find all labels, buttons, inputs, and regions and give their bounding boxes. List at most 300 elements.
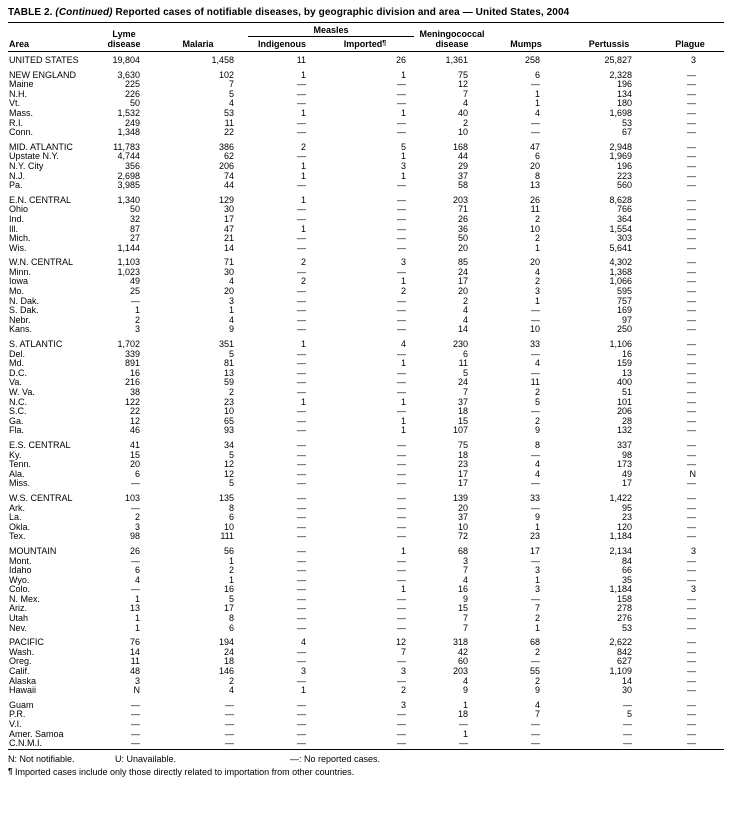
value-cell: —	[297, 181, 306, 191]
value-cell: —	[297, 676, 306, 686]
value-cell: —	[297, 699, 306, 710]
value-cell: 23	[223, 397, 234, 407]
value-cell: 18	[457, 710, 468, 720]
value-cell: —	[297, 439, 306, 450]
value-cell: —	[297, 152, 306, 162]
area-cell: Ga.	[9, 416, 24, 426]
value-cell: —	[297, 214, 306, 224]
value-cell: —	[131, 556, 140, 566]
value-cell: —	[687, 161, 696, 171]
value-cell: 26	[395, 55, 406, 65]
table-row	[8, 138, 724, 153]
value-cell: —	[297, 545, 306, 556]
table-row	[8, 119, 724, 129]
value-cell: 9	[534, 686, 540, 696]
value-cell: 4	[462, 315, 468, 325]
area-cell: Minn.	[9, 267, 32, 277]
table-row	[8, 557, 724, 567]
value-cell: —	[397, 450, 406, 460]
table-row	[8, 277, 724, 287]
value-cell: —	[297, 450, 306, 460]
value-cell: 30	[223, 205, 234, 215]
value-cell: 22	[129, 407, 140, 417]
value-cell: 10	[457, 128, 468, 138]
area-cell: PACIFIC	[9, 637, 44, 648]
value-cell: 129	[218, 194, 234, 205]
area-cell: La.	[9, 513, 22, 523]
table-row	[8, 335, 724, 350]
value-cell: 250	[616, 325, 632, 335]
table-row	[8, 513, 724, 523]
value-cell: —	[297, 657, 306, 667]
value-cell: 2	[534, 277, 540, 287]
area-cell: Calif.	[9, 667, 30, 677]
value-cell: 4,302	[609, 257, 632, 268]
table-row	[8, 152, 724, 162]
area-cell: MID. ATLANTIC	[9, 141, 73, 152]
value-cell: 1,348	[117, 128, 140, 138]
value-cell: 1,184	[609, 585, 632, 595]
area-cell: Nev.	[9, 623, 27, 633]
value-cell: —	[687, 522, 696, 532]
value-cell: 9	[534, 513, 540, 523]
table-row	[8, 268, 724, 278]
value-cell: —	[397, 739, 406, 749]
value-cell: 1,969	[609, 152, 632, 162]
value-cell: 842	[616, 647, 632, 657]
value-cell: —	[297, 479, 306, 489]
value-cell: —	[531, 479, 540, 489]
value-cell: 7	[462, 388, 468, 397]
value-cell: —	[687, 315, 696, 325]
value-cell: —	[297, 492, 306, 503]
area-cell: Wash.	[9, 647, 35, 657]
value-cell: 203	[452, 667, 468, 677]
area-cell: W.N. CENTRAL	[9, 257, 74, 268]
value-cell: —	[297, 469, 306, 479]
value-cell: 1	[300, 194, 306, 205]
value-cell: 37	[457, 513, 468, 523]
value-cell: —	[687, 194, 696, 205]
table-row	[8, 205, 724, 215]
column-header-plague: Plague	[675, 39, 705, 49]
value-cell: 17	[223, 214, 234, 224]
table-row	[8, 532, 724, 542]
value-cell: 2	[534, 676, 540, 686]
value-cell: 1,361	[445, 55, 468, 65]
value-cell: 44	[223, 181, 234, 191]
value-cell: 3	[690, 585, 696, 595]
value-cell: 1,698	[609, 108, 632, 118]
value-cell: —	[397, 128, 406, 138]
value-cell: 4	[228, 277, 234, 287]
value-cell: 8	[228, 614, 234, 624]
table-row	[8, 244, 724, 254]
value-cell: 2	[534, 614, 540, 624]
value-cell: —	[531, 594, 540, 604]
table-row	[8, 504, 724, 514]
value-cell: 95	[621, 503, 632, 513]
value-cell: 132	[616, 426, 632, 436]
legend-unavailable: U: Unavailable.	[115, 753, 177, 764]
table-row	[8, 542, 724, 557]
value-cell: 50	[457, 234, 468, 244]
value-cell: 2	[228, 566, 234, 576]
value-cell: 12	[457, 80, 468, 90]
value-cell: 159	[616, 359, 632, 369]
value-cell: 6	[534, 69, 540, 80]
value-cell: 120	[616, 522, 632, 532]
value-cell: —	[687, 359, 696, 369]
value-cell: —	[687, 214, 696, 224]
value-cell: 196	[616, 161, 632, 171]
value-cell: 2	[534, 214, 540, 224]
value-cell: 16	[129, 368, 140, 378]
value-cell: —	[459, 739, 468, 749]
value-cell: —	[297, 267, 306, 277]
value-cell: 1	[300, 397, 306, 407]
value-cell: 4	[462, 676, 468, 686]
value-cell: 1	[400, 416, 406, 426]
value-cell: 4	[534, 108, 540, 118]
value-cell: 111	[220, 532, 234, 542]
value-cell: 225	[124, 80, 140, 90]
value-cell: —	[687, 296, 696, 306]
value-cell: 7	[462, 623, 468, 633]
value-cell: 1	[534, 575, 540, 585]
value-cell: 1	[534, 243, 540, 253]
value-cell: 1	[134, 306, 140, 316]
value-cell: 23	[529, 532, 540, 542]
value-cell: —	[225, 729, 234, 739]
value-cell: —	[397, 224, 406, 234]
value-cell: —	[397, 388, 406, 397]
area-cell: W.S. CENTRAL	[9, 492, 73, 503]
footnote-text: Imported cases include only those directly related to importation from other countries.	[14, 766, 355, 777]
value-cell: 22	[223, 128, 234, 138]
value-cell: 49	[621, 469, 632, 479]
value-cell: —	[687, 118, 696, 128]
value-cell: 4	[462, 575, 468, 585]
value-cell: —	[397, 623, 406, 633]
value-cell: 1	[134, 623, 140, 633]
value-cell: 26	[129, 545, 140, 556]
area-cell: S.C.	[9, 407, 27, 417]
area-cell: Iowa	[9, 277, 29, 287]
value-cell: 5	[400, 141, 406, 152]
area-cell: Hawaii	[9, 686, 37, 696]
value-cell: —	[297, 378, 306, 388]
value-cell: —	[297, 575, 306, 585]
value-cell: —	[687, 614, 696, 624]
value-cell: 13	[223, 368, 234, 378]
value-cell: 18	[457, 450, 468, 460]
column-header-malaria: Malaria	[182, 39, 214, 49]
value-cell: 1	[300, 108, 306, 118]
table-row	[8, 378, 724, 388]
value-cell: —	[397, 460, 406, 470]
value-cell: —	[687, 710, 696, 720]
value-cell: 1	[300, 686, 306, 696]
table-row	[8, 667, 724, 677]
area-cell: Conn.	[9, 128, 34, 138]
value-cell: 23	[621, 513, 632, 523]
value-cell: —	[297, 128, 306, 138]
value-cell: 1	[300, 171, 306, 181]
value-cell: —	[687, 80, 696, 90]
value-cell: —	[131, 699, 140, 710]
value-cell: 1	[400, 359, 406, 369]
value-cell: 1	[300, 224, 306, 234]
value-cell: 24	[457, 378, 468, 388]
table-row	[8, 470, 724, 480]
table-row	[8, 566, 724, 576]
value-cell: 27	[129, 234, 140, 244]
value-cell: 1	[134, 594, 140, 604]
area-cell: Maine	[9, 80, 34, 90]
value-cell: 71	[223, 257, 234, 268]
value-cell: 13	[129, 604, 140, 614]
value-cell: 4	[228, 686, 234, 696]
value-cell: 3	[400, 667, 406, 677]
value-cell: 4	[462, 99, 468, 109]
table-row	[8, 730, 724, 740]
area-cell: Fla.	[9, 426, 25, 436]
value-cell: 3	[400, 161, 406, 171]
value-cell: —	[397, 676, 406, 686]
value-cell: 1	[534, 99, 540, 109]
value-cell: 1,422	[609, 492, 632, 503]
value-cell: 169	[616, 306, 632, 316]
value-cell: 16	[457, 585, 468, 595]
area-cell: Mich.	[9, 234, 31, 244]
value-cell: 206	[218, 161, 234, 171]
table-row	[8, 595, 724, 605]
table-row	[8, 191, 724, 206]
area-cell: Pa.	[9, 181, 23, 191]
area-cell: N.C.	[9, 397, 27, 407]
value-cell: —	[297, 585, 306, 595]
value-cell: 4,744	[117, 152, 140, 162]
value-cell: 20	[129, 460, 140, 470]
value-cell: 101	[616, 397, 632, 407]
value-cell: —	[687, 128, 696, 138]
value-cell: —	[397, 614, 406, 624]
value-cell: 6	[534, 152, 540, 162]
table-row	[8, 407, 724, 417]
value-cell: 17	[457, 479, 468, 489]
table-row	[8, 696, 724, 711]
value-cell: —	[397, 513, 406, 523]
value-cell: 2	[300, 257, 306, 268]
value-cell: —	[297, 287, 306, 297]
area-cell: Ky.	[9, 450, 22, 460]
table-row	[8, 657, 724, 667]
value-cell: —	[397, 566, 406, 576]
value-cell: 23	[457, 460, 468, 470]
value-cell: 18	[457, 407, 468, 417]
value-cell: —	[131, 710, 140, 720]
value-cell: —	[297, 647, 306, 657]
value-cell: 1	[134, 614, 140, 624]
table-row	[8, 624, 724, 634]
value-cell: —	[297, 566, 306, 576]
value-cell: 1,340	[117, 194, 140, 205]
value-cell: 26	[529, 194, 540, 205]
value-cell: —	[531, 556, 540, 566]
value-cell: —	[131, 479, 140, 489]
table-row	[8, 253, 724, 268]
area-cell: Va.	[9, 378, 22, 388]
value-cell: —	[397, 729, 406, 739]
value-cell: 14	[129, 647, 140, 657]
value-cell: —	[687, 513, 696, 523]
value-cell: —	[397, 532, 406, 542]
table-row	[8, 585, 724, 595]
legend-no-reported-cases: —: No reported cases.	[290, 753, 381, 764]
table-row	[8, 720, 724, 730]
value-cell: 17	[529, 545, 540, 556]
area-cell: Alaska	[9, 676, 37, 686]
value-cell: 53	[621, 623, 632, 633]
value-cell: 47	[529, 141, 540, 152]
value-cell: 1,702	[117, 339, 140, 350]
value-cell: 4	[400, 339, 406, 350]
value-cell: 26	[457, 214, 468, 224]
value-cell: 1,109	[609, 667, 632, 677]
value-cell: —	[459, 720, 468, 729]
area-cell: S. Dak.	[9, 306, 39, 316]
table-header	[8, 23, 724, 52]
area-cell: Ohio	[9, 205, 29, 215]
value-cell: 11	[296, 55, 306, 65]
value-cell: —	[297, 118, 306, 128]
area-cell: Md.	[9, 359, 25, 369]
value-cell: —	[687, 325, 696, 335]
value-cell: 38	[129, 388, 140, 397]
column-header-indigenous: Indigenous	[258, 39, 306, 49]
value-cell: 33	[529, 492, 540, 503]
value-cell: 1	[462, 729, 468, 739]
value-cell: 98	[129, 532, 140, 542]
value-cell: 51	[621, 388, 632, 397]
value-cell: —	[623, 699, 632, 710]
value-cell: —	[531, 720, 540, 729]
value-cell: —	[687, 99, 696, 109]
value-cell: 2	[228, 388, 234, 397]
value-cell: —	[687, 575, 696, 585]
value-cell: 46	[129, 426, 140, 436]
value-cell: —	[687, 439, 696, 450]
value-cell: 3	[228, 296, 234, 306]
value-cell: 276	[616, 614, 632, 624]
value-cell: —	[297, 532, 306, 542]
value-cell: —	[397, 439, 406, 450]
table-row	[8, 388, 724, 398]
table-row	[8, 398, 724, 408]
value-cell: —	[687, 532, 696, 542]
value-cell: —	[531, 657, 540, 667]
value-cell: —	[297, 416, 306, 426]
value-cell: 55	[529, 667, 540, 677]
value-cell: 10	[457, 522, 468, 532]
value-cell: 9	[228, 325, 234, 335]
value-cell: —	[397, 594, 406, 604]
value-cell: 4	[534, 359, 540, 369]
value-cell: 8	[228, 503, 234, 513]
value-cell: —	[687, 739, 696, 749]
value-cell: 3	[134, 325, 140, 335]
value-cell: 20	[457, 287, 468, 297]
value-cell: —	[297, 80, 306, 90]
value-cell: 107	[452, 426, 468, 436]
value-cell: 16	[223, 585, 234, 595]
value-cell: 1	[534, 89, 540, 99]
value-cell: 1,066	[609, 277, 632, 287]
value-cell: 17	[223, 604, 234, 614]
value-cell: —	[687, 349, 696, 359]
footnote-marker: ¶	[8, 766, 13, 776]
value-cell: 72	[457, 532, 468, 542]
area-cell: Okla.	[9, 522, 31, 532]
value-cell: 1	[400, 108, 406, 118]
table-row	[8, 489, 724, 504]
value-cell: 15	[457, 604, 468, 614]
value-cell: 1	[534, 623, 540, 633]
area-cell: R.I.	[9, 118, 24, 128]
value-cell: 3	[300, 667, 306, 677]
area-cell: Idaho	[9, 566, 32, 576]
imported-footnote-marker: ¶	[382, 40, 387, 47]
column-header-pertussis: Pertussis	[588, 39, 630, 49]
value-cell: —	[131, 739, 140, 749]
value-cell: 71	[457, 205, 468, 215]
value-cell: —	[397, 522, 406, 532]
value-cell: N	[133, 686, 140, 696]
value-cell: —	[687, 450, 696, 460]
value-cell: —	[531, 128, 540, 138]
table-row	[8, 479, 724, 489]
value-cell: —	[687, 699, 696, 710]
value-cell: 10	[223, 407, 234, 417]
value-cell: —	[397, 325, 406, 335]
value-cell: 33	[529, 339, 540, 350]
area-cell: Ind.	[9, 214, 25, 224]
value-cell: 351	[218, 339, 234, 350]
value-cell: 9	[462, 594, 468, 604]
value-cell: 36	[457, 224, 468, 234]
value-cell: 2	[534, 416, 540, 426]
value-cell: 9	[534, 426, 540, 436]
value-cell: 62	[223, 152, 234, 162]
value-cell: 1	[400, 152, 406, 162]
value-cell: —	[397, 181, 406, 191]
value-cell: 30	[621, 686, 632, 696]
value-cell: 53	[621, 118, 632, 128]
value-cell: 3	[534, 585, 540, 595]
value-cell: 42	[457, 647, 468, 657]
value-cell: 50	[129, 99, 140, 109]
table-row	[8, 677, 724, 687]
table-row	[8, 90, 724, 100]
value-cell: 11	[130, 657, 140, 667]
value-cell: 93	[223, 426, 234, 436]
value-cell: 158	[616, 594, 632, 604]
column-group-measles: Measles	[248, 23, 414, 37]
value-cell: 35	[621, 575, 632, 585]
value-cell: 303	[616, 234, 632, 244]
value-cell: 4	[228, 315, 234, 325]
